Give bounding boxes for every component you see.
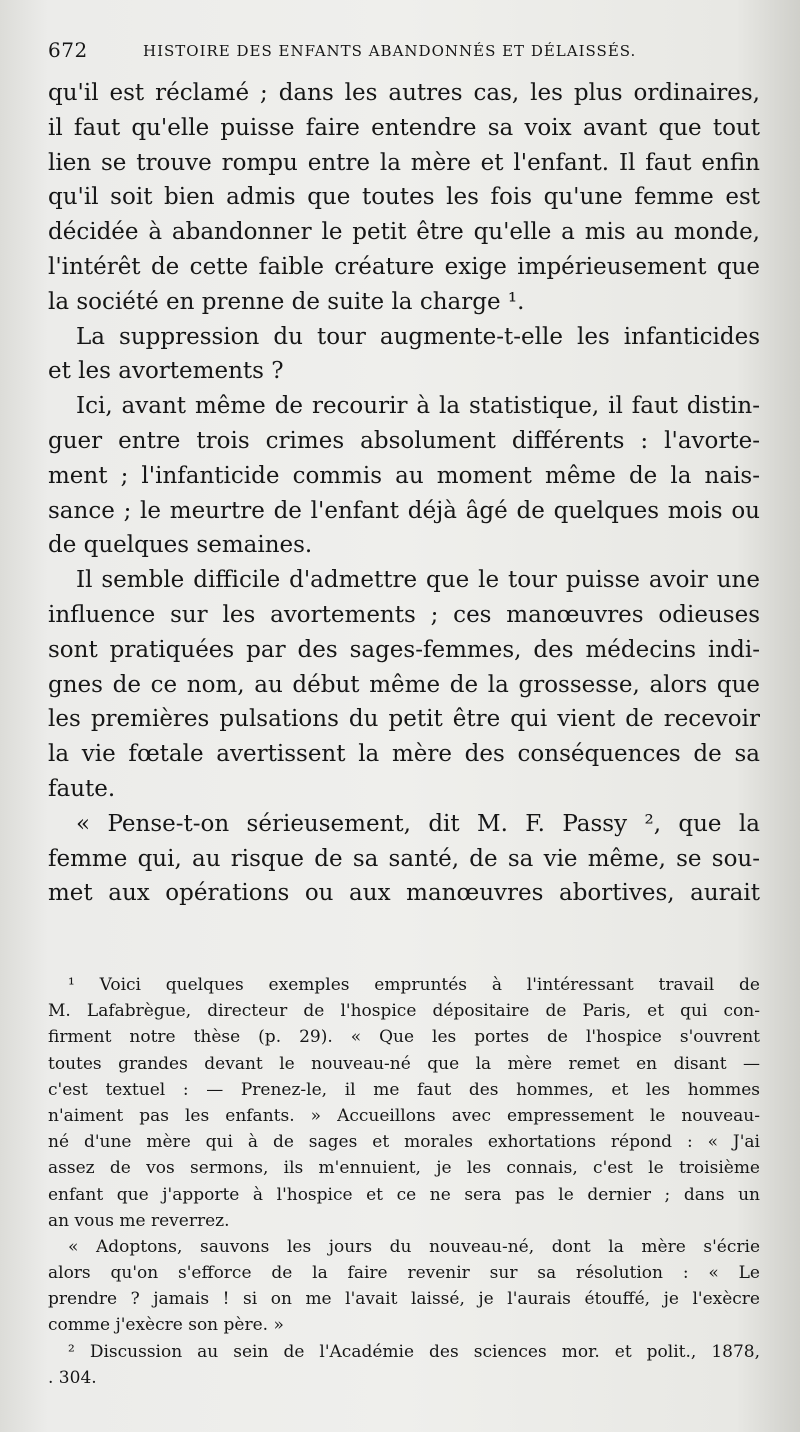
text-line: « Pense-t-on sérieusement, dit M. F. Passy ², que la bbox=[76, 810, 760, 837]
footnote-line: alors qu'on s'efforce de la faire revenir sur sa résolution : « Le bbox=[48, 1263, 760, 1284]
footnote-line: an vous me reverrez. bbox=[48, 1210, 230, 1231]
text-line: qu'il est réclamé ; dans les autres cas, les plus ordinaires, bbox=[48, 80, 760, 106]
footnotes bbox=[48, 972, 760, 1391]
footnote-line: prendre ? jamais ! si on me l'avait laissé, je l'aurais étouffé, je l'exècre bbox=[48, 1289, 760, 1310]
footnote-line: toutes grandes devant le nouveau-né que la mère remet en disant — bbox=[48, 1053, 760, 1074]
page-header bbox=[48, 38, 760, 68]
footnote-line: « Adoptons, sauvons les jours du nouveau-né, dont la mère s'écrie bbox=[68, 1236, 760, 1257]
text-line: met aux opérations ou aux manœuvres abortives, aurait bbox=[48, 880, 760, 907]
page-number: 672 bbox=[48, 38, 88, 62]
footnote-line: né d'une mère qui à de sages et morales exhortations répond : « J'ai bbox=[48, 1132, 760, 1153]
text-line: Il semble difficile d'admettre que le tour puisse avoir une bbox=[76, 567, 760, 594]
footnote-line: assez de vos sermons, ils m'ennuient, je les connais, c'est le troisième bbox=[48, 1158, 760, 1179]
text-line: l'intérêt de cette faible créature exige impérieusement que bbox=[48, 253, 760, 280]
main-text bbox=[48, 76, 760, 911]
text-line: guer entre trois crimes absolument différents : l'avorte- bbox=[48, 427, 760, 454]
text-line: de quelques semaines. bbox=[48, 532, 313, 559]
text-line: lien se trouve rompu entre la mère et l'enfant. Il faut enfin bbox=[48, 149, 760, 176]
footnote-line: n'aiment pas les enfants. » Accueillons avec empressement le nouveau- bbox=[48, 1105, 760, 1126]
footnote-line: ¹ Voici quelques exemples empruntés à l'intéressant travail de bbox=[68, 975, 760, 995]
text-line: influence sur les avortements ; ces manœuvres odieuses bbox=[48, 601, 760, 628]
text-line: les premières pulsations du petit être qui vient de recevoir bbox=[48, 706, 760, 733]
text-line: qu'il soit bien admis que toutes les fois qu'une femme est bbox=[48, 184, 760, 211]
footnote-line: comme j'exècre son père. » bbox=[48, 1315, 284, 1336]
text-line: La suppression du tour augmente-t-elle les infanticides bbox=[76, 323, 760, 350]
running-title: HISTOIRE DES ENFANTS ABANDONNÉS ET DÉLAISSÉS. bbox=[143, 42, 637, 60]
footnote-line: M. Lafabrègue, directeur de l'hospice dépositaire de Paris, et qui con- bbox=[48, 1001, 760, 1022]
footnote-line: enfant que j'apporte à l'hospice et ce ne sera pas le dernier ; dans un bbox=[48, 1184, 760, 1205]
footnote-line: firment notre thèse (p. 29). « Que les portes de l'hospice s'ouvrent bbox=[48, 1027, 760, 1048]
text-line: décidée à abandonner le petit être qu'elle a mis au monde, bbox=[48, 219, 760, 246]
text-line: et les avortements ? bbox=[48, 358, 284, 385]
text-line: il faut qu'elle puisse faire entendre sa voix avant que tout bbox=[48, 114, 760, 141]
text-line: sont pratiquées par des sages-femmes, des médecins indi- bbox=[48, 636, 760, 663]
text-line: Ici, avant même de recourir à la statistique, il faut distin- bbox=[76, 393, 760, 420]
footnote-line: ² Discussion au sein de l'Académie des sciences mor. et polit., 1878, bbox=[68, 1341, 760, 1362]
text-line: la vie fœtale avertissent la mère des conséquences de sa bbox=[48, 741, 760, 768]
footnote-line: c'est textuel : — Prenez-le, il me faut des hommes, et les hommes bbox=[48, 1079, 760, 1100]
text-line: faute. bbox=[48, 775, 116, 802]
text-line: femme qui, au risque de sa santé, de sa vie même, se sou- bbox=[48, 845, 760, 872]
text-line: ment ; l'infanticide commis au moment même de la nais- bbox=[48, 462, 760, 489]
footnote-line: . 304. bbox=[48, 1367, 97, 1388]
text-line: sance ; le meurtre de l'enfant déjà âgé de quelques mois ou bbox=[48, 497, 760, 524]
text-line: gnes de ce nom, au début même de la grossesse, alors que bbox=[48, 671, 760, 698]
text-line: la société en prenne de suite la charge ¹. bbox=[48, 288, 525, 315]
